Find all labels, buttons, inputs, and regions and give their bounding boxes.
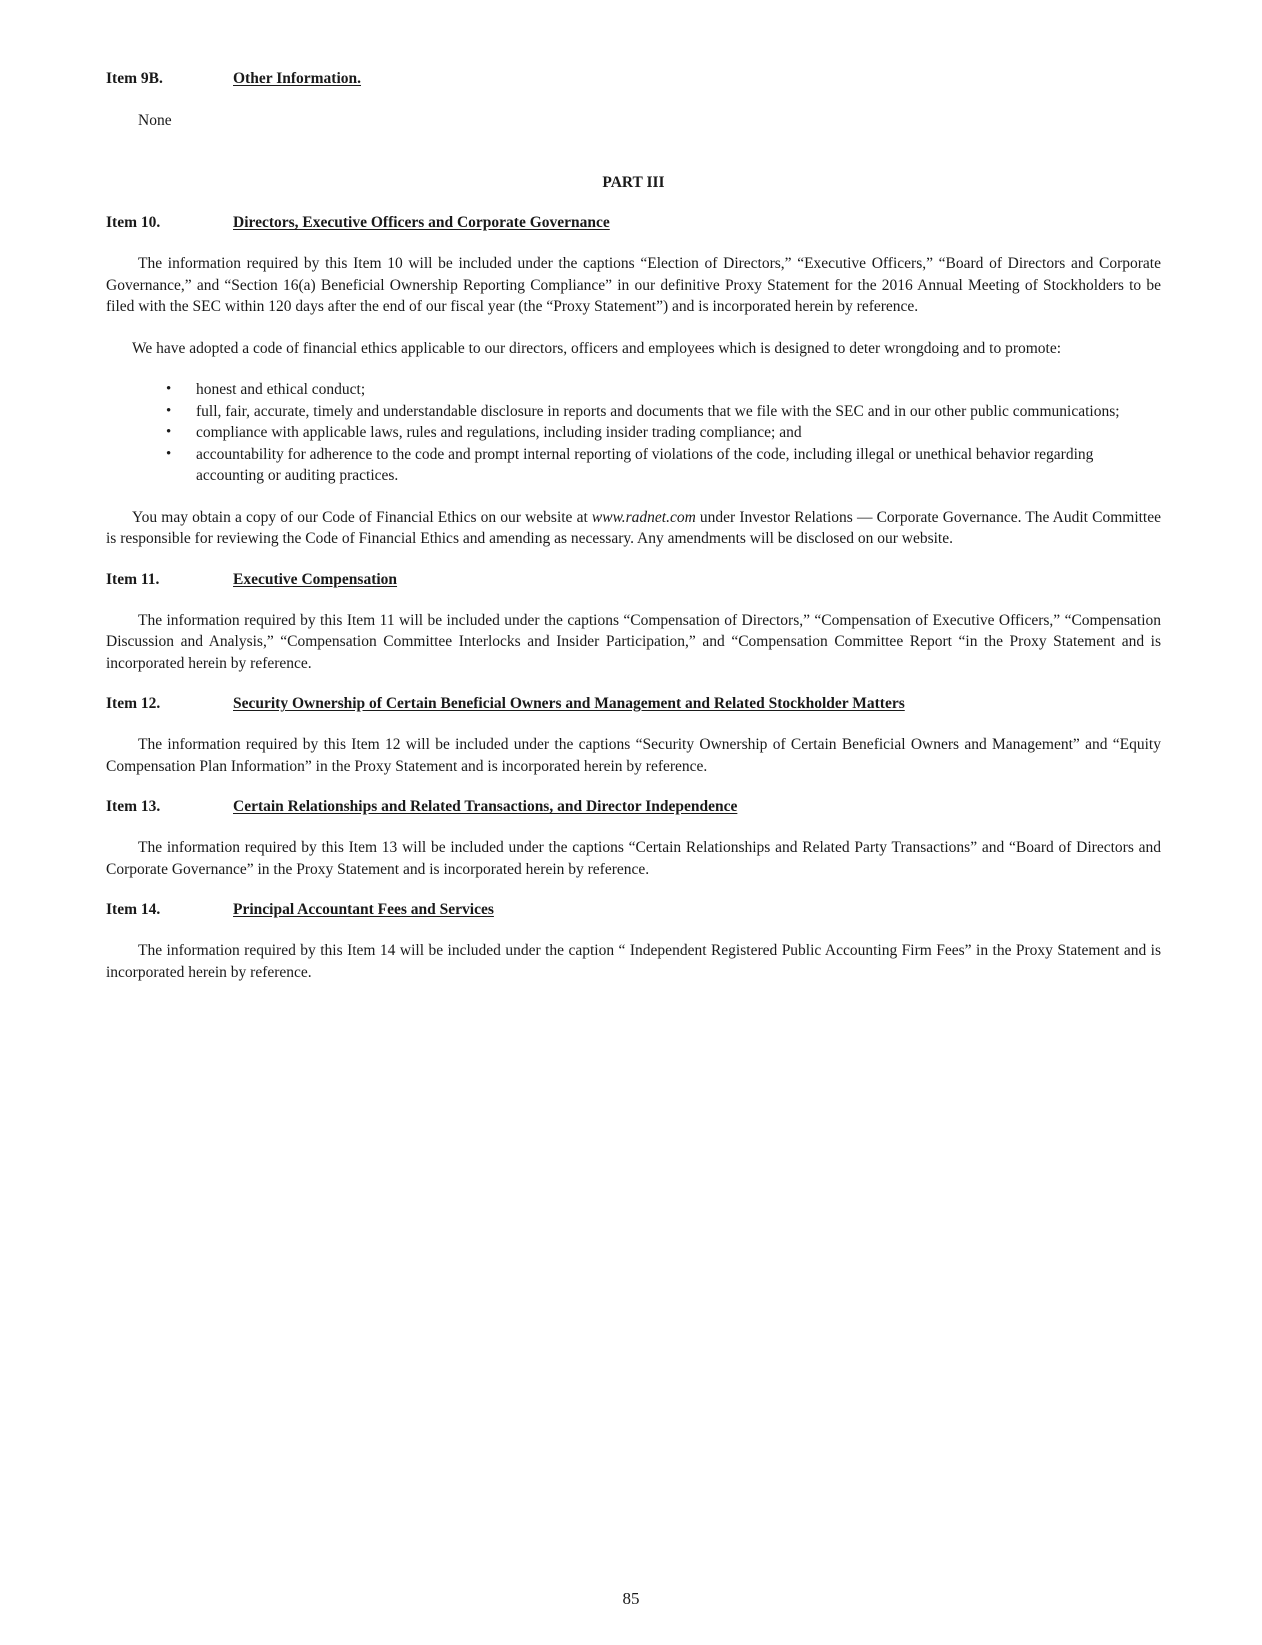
item-title: Directors, Executive Officers and Corporate Governance	[233, 214, 610, 231]
item-number: Item 13.	[106, 798, 161, 815]
website-link[interactable]: www.radnet.com	[591, 508, 696, 526]
ethics-bullet-list	[106, 379, 1161, 487]
item-10-paragraph: The information required by this Item 10 will be included under the captions “Election of Directors,” “Executive Officers,” “Board of Directors and Corporate Governance,” and “Section 16(a) Beneficial Ownership Reporting Compliance” in our definitive Proxy Statement for the 2016 Annual Meeting of Stockholders to be filed with the SEC within 120 days after the end of our fiscal year (the “Proxy Statement”) and is incorporated herein by reference.	[106, 255, 1161, 315]
page-number: 85	[622, 1589, 640, 1608]
item-title: Certain Relationships and Related Transactions, and Director Independence	[233, 798, 738, 815]
item-number: Item 14.	[106, 901, 161, 918]
list-item: • accountability for adherence to the code and prompt internal reporting of violations of the code, including illegal or unethical behavior regarding accounting or auditing practices.	[196, 444, 1161, 487]
item-number: Item 12.	[106, 695, 161, 712]
item-title: Security Ownership of Certain Beneficial Owners and Management and Related Stockholder Matters	[233, 695, 905, 712]
website-text-after: under Investor Relations — Corporate Governance. The Audit Committee is responsible for reviewing the Code of Financial Ethics and amending as necessary. Any amendments will be disclosed on our website.	[106, 508, 1161, 547]
item-10-heading	[106, 212, 1161, 234]
item-11-heading	[106, 569, 1161, 591]
item-number: Item 11.	[106, 570, 160, 588]
item-14-paragraph: The information required by this Item 14 will be included under the caption “ Independent Registered Public Accounting Firm Fees” in the Proxy Statement and is incorporated herein by reference.	[106, 942, 1161, 981]
list-item: • compliance with applicable laws, rules and regulations, including insider trading compliance; and	[196, 422, 1161, 444]
item-12-heading	[106, 693, 1161, 715]
item-number: Item 10.	[106, 214, 161, 231]
item-13-heading	[106, 796, 1161, 818]
item-number: Item 9B.	[106, 70, 163, 87]
part-heading: PART III	[602, 173, 665, 191]
item-9b-body: None	[138, 112, 172, 129]
item-9b-heading	[106, 68, 1161, 90]
item-11-paragraph: The information required by this Item 11 will be included under the captions “Compensation of Directors,” “Compensation of Executive Officers,” “Compensation Discussion and Analysis,” “Compensation Committee Interlocks and Insider Participation,” and “Compensation Committee Report “in the Proxy Statement and is incorporated herein by reference.	[106, 611, 1161, 672]
item-title: Principal Accountant Fees and Services	[233, 901, 494, 918]
item-12-paragraph: The information required by this Item 12 will be included under the captions “Security Ownership of Certain Beneficial Owners and Management” and “Equity Compensation Plan Information” in the Proxy Statement and is incorporated herein by reference.	[106, 736, 1161, 775]
item-10-website-paragraph	[106, 507, 1161, 550]
item-title: Executive Compensation	[233, 570, 398, 588]
document-page	[106, 68, 1161, 983]
item-title: Other Information.	[233, 70, 362, 87]
website-text-before: You may obtain a copy of our Code of Financial Ethics on our website at	[132, 508, 592, 526]
item-10-code-paragraph: We have adopted a code of financial ethics applicable to our directors, officers and employees which is designed to deter wrongdoing and to promote:	[132, 339, 1062, 357]
list-item: • honest and ethical conduct;	[196, 379, 1161, 401]
list-item: • full, fair, accurate, timely and understandable disclosure in reports and documents that we file with the SEC and in our other public communications;	[196, 401, 1161, 423]
item-13-paragraph: The information required by this Item 13 will be included under the captions “Certain Relationships and Related Party Transactions” and “Board of Directors and Corporate Governance” in the Proxy Statement and is incorporated herein by reference.	[106, 839, 1161, 878]
item-14-heading	[106, 899, 1161, 921]
